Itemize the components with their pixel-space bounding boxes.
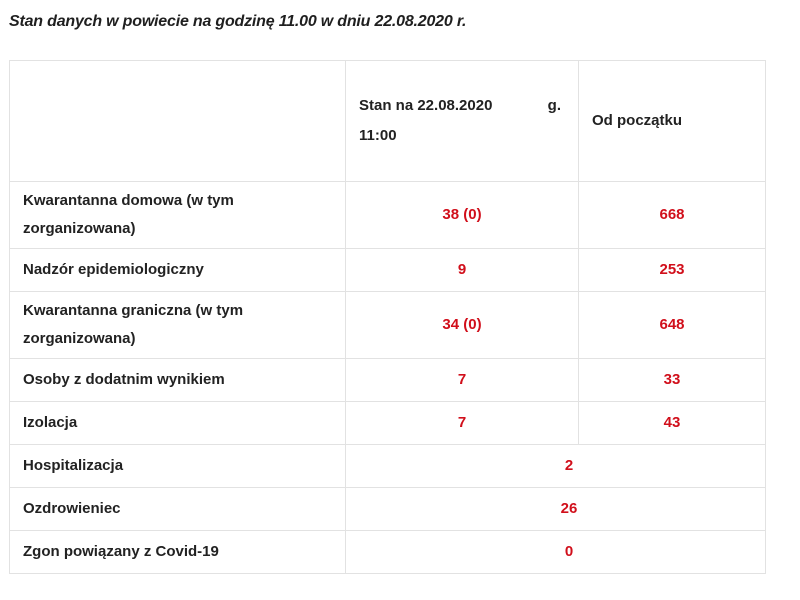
table-header-row xyxy=(10,61,766,182)
header-current-g: g. xyxy=(547,97,561,114)
header-total-label: Od początku xyxy=(592,112,683,129)
row-total-value: 33 xyxy=(579,359,766,402)
row-label-line: Kwarantanna graniczna (w tym xyxy=(23,302,244,319)
stats-table xyxy=(9,60,766,574)
table-row xyxy=(10,488,766,531)
row-label-line: zorganizowana) xyxy=(23,330,136,347)
header-current-date xyxy=(346,61,579,182)
row-label: Hospitalizacja xyxy=(10,445,346,488)
header-current-time: 11:00 xyxy=(359,127,397,144)
table-row xyxy=(10,292,766,359)
row-label: Osoby z dodatnim wynikiem xyxy=(10,359,346,402)
row-label: Izolacja xyxy=(10,402,346,445)
row-merged-value: 26 xyxy=(346,488,766,531)
row-label-line: zorganizowana) xyxy=(23,220,136,237)
table-row xyxy=(10,182,766,249)
header-empty-cell xyxy=(10,61,346,182)
header-current-label: Stan na 22.08.2020 xyxy=(359,97,493,114)
row-label: Nadzór epidemiologiczny xyxy=(10,249,346,292)
row-label xyxy=(10,182,346,249)
table-row xyxy=(10,249,766,292)
row-current-value: 34 (0) xyxy=(346,292,579,359)
table-row xyxy=(10,445,766,488)
row-current-value: 38 (0) xyxy=(346,182,579,249)
table-row xyxy=(10,359,766,402)
page-heading: Stan danych w powiecie na godzinę 11.00 w dniu 22.08.2020 r. xyxy=(9,13,467,30)
row-label xyxy=(10,292,346,359)
row-total-value: 43 xyxy=(579,402,766,445)
row-label: Ozdrowieniec xyxy=(10,488,346,531)
header-total xyxy=(579,61,766,182)
table-row xyxy=(10,402,766,445)
row-current-value: 9 xyxy=(346,249,579,292)
row-merged-value: 2 xyxy=(346,445,766,488)
row-current-value: 7 xyxy=(346,359,579,402)
row-label: Zgon powiązany z Covid-19 xyxy=(10,531,346,574)
table-row xyxy=(10,531,766,574)
row-current-value: 7 xyxy=(346,402,579,445)
row-total-value: 648 xyxy=(579,292,766,359)
row-merged-value: 0 xyxy=(346,531,766,574)
row-label-line: Kwarantanna domowa (w tym xyxy=(23,192,234,209)
row-total-value: 253 xyxy=(579,249,766,292)
row-total-value: 668 xyxy=(579,182,766,249)
